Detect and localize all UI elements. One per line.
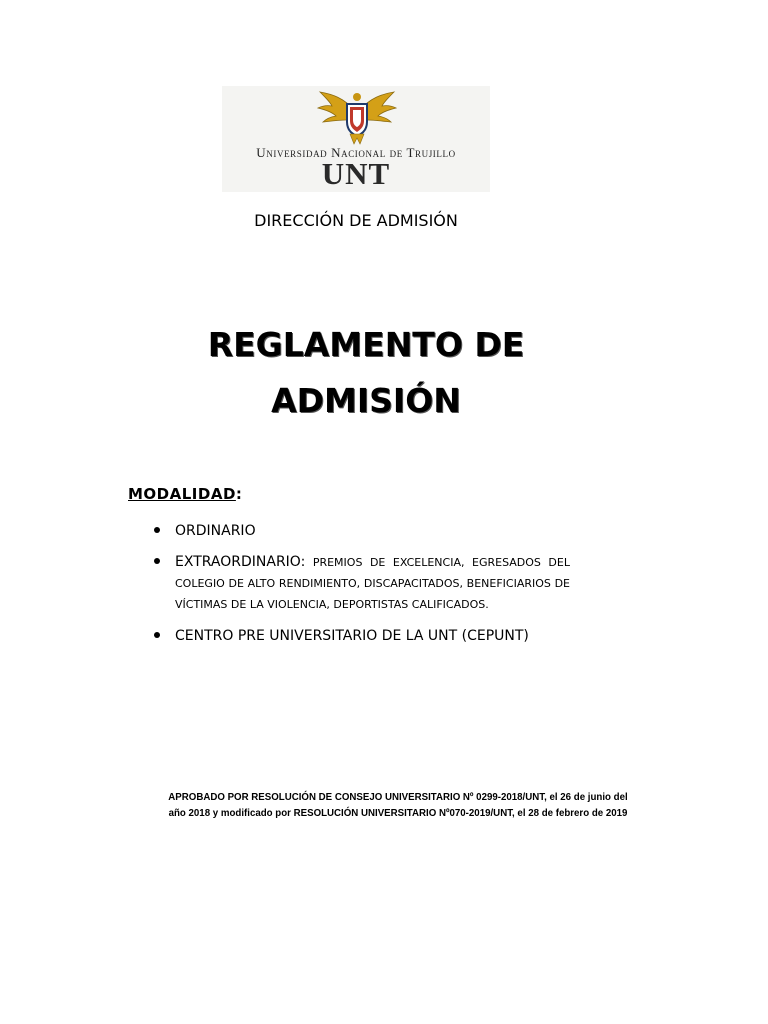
university-logo bbox=[222, 86, 490, 192]
department-heading: DIRECCIÓN DE ADMISIÓN bbox=[254, 211, 458, 230]
item-main-text: CENTRO PRE UNIVERSITARIO DE LA UNT (CEPUNT) bbox=[175, 628, 529, 644]
bullet-icon bbox=[154, 558, 160, 564]
condor-shield-emblem-icon bbox=[314, 88, 400, 148]
item-main-text: EXTRAORDINARIO: bbox=[175, 554, 306, 570]
list-item bbox=[150, 521, 570, 541]
item-detail-text: PREMIOS DE EXCELENCIA, EGRESADOS DEL COLEGIO DE ALTO RENDIMIENTO, DISCAPACITADOS, BENEFICIARIOS DE VÍCTIMAS DE LA VIOLENCIA, DEPORTISTAS CALIFICADOS. bbox=[175, 556, 570, 611]
university-name: Universidad Nacional de Trujillo bbox=[256, 145, 456, 160]
title-line-1: REGLAMENTO DE bbox=[207, 325, 525, 364]
bullet-icon bbox=[154, 527, 160, 533]
university-abbreviation: UNT bbox=[321, 156, 391, 191]
modalidad-list bbox=[150, 521, 570, 657]
title-line-2: ADMISIÓN bbox=[271, 381, 461, 420]
approval-note: APROBADO POR RESOLUCIÓN DE CONSEJO UNIVERSITARIO Nº 0299-2018/UNT, el 26 de junio del año 2018 y modificado por RESOLUCIÓN UNIVERSITARIO Nº070-2019/UNT, el 28 de febrero de 2019 bbox=[168, 792, 628, 819]
list-item bbox=[150, 626, 570, 646]
item-main-text: ORDINARIO bbox=[175, 523, 256, 539]
item-detail-block bbox=[175, 552, 570, 615]
bullet-icon bbox=[154, 632, 160, 638]
modalidad-colon: : bbox=[235, 485, 243, 503]
modalidad-heading bbox=[128, 485, 242, 503]
document-title bbox=[0, 317, 732, 429]
list-item bbox=[150, 552, 570, 615]
modalidad-label: MODALIDAD bbox=[128, 485, 236, 503]
